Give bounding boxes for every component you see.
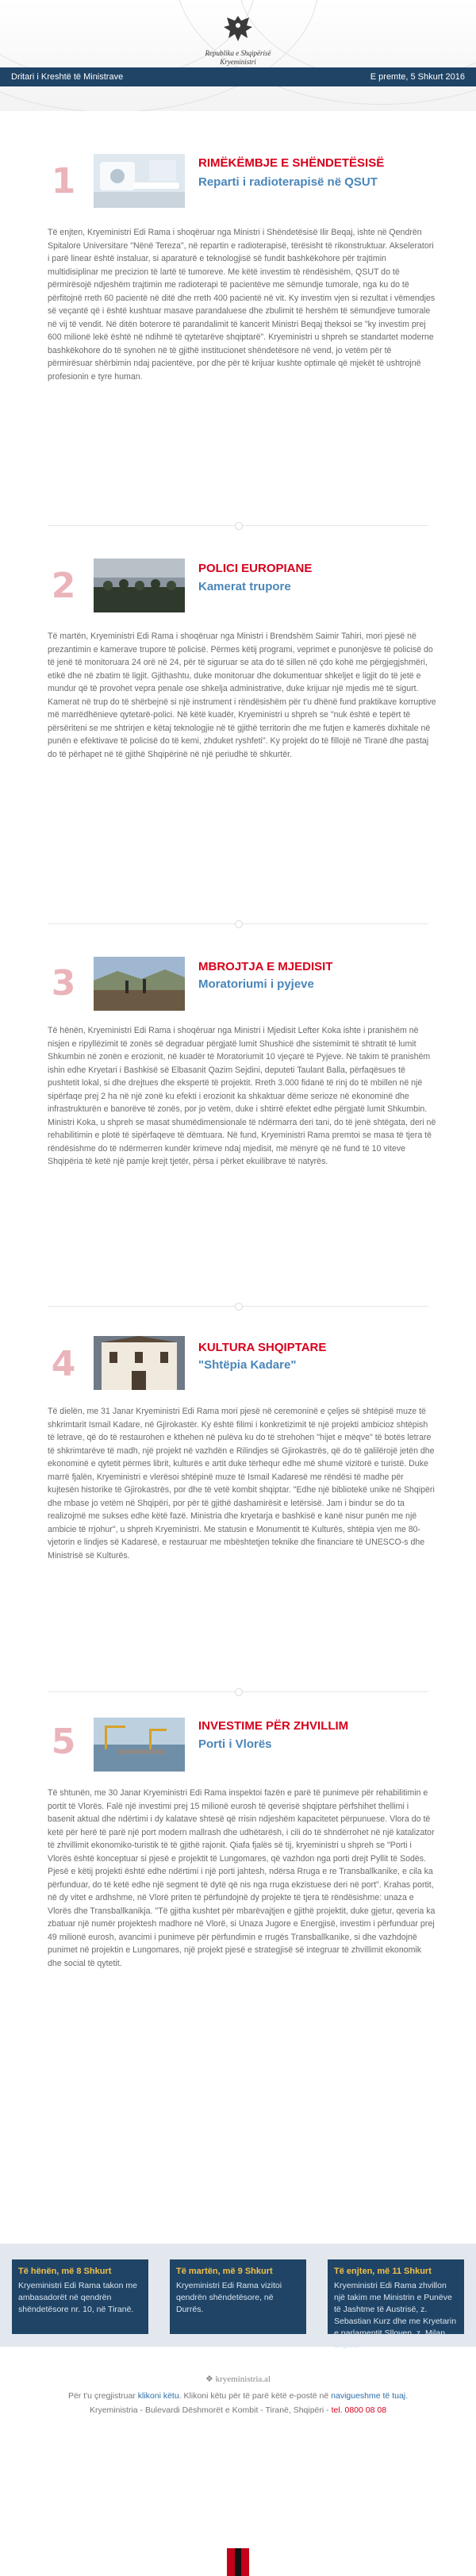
section-number: 5 [51, 1722, 76, 1762]
section-title: INVESTIME PËR ZHVILLIM [198, 1719, 349, 1733]
section-divider [0, 522, 476, 530]
agenda-card [12, 2259, 148, 2334]
view-in-browser-link[interactable]: navigueshme të tuaj [331, 2391, 406, 2401]
section-subtitle: Moratoriumi i pyjeve [198, 977, 314, 991]
section-body: Të martën, Kryeministri Edi Rama i shoqëruar nga Ministri i Brendshëm Saimir Tahiri, mori pjesë në prezantimin e kamerave trupore të policisë. Përmes këtij programi, veprimet e punonjësve të policisë do të jenë të monitoruara 24 orë në 24, për të siguruar se ata do të sillen në çdo kohë me përgjegjshmëri, etikë dhe në zbatim të ligjit. Gjithashtu, duke monitoruar dhe dokumentuar shkeljet e ligjit do të jetë e mundur që të provohet vepra penale ose shkelja administrative, duke krijuar një mjedis më të sigurt. Kamerat në trup do të shërbejnë si një instrument i rëndësishëm për t'u dhënë fund praktikave korruptive më marrëdhënieve qytetarë-polici. Në këtë kuadër, Kryeministri u shpreh se "nuk është e tepërt të përsëriteni se me shtrirjen e këtaj teknologjie në të gjithë territorin dhe me futjen e kamerës dixhitale në punën e efektivave të policisë do të kemi, zhduket ryshfeti". Ky projekt do të fillojë në Tiranë dhe pastaj do të përhapet në të gjithë Shqipërinë në një periudhë të shkurtër. [48, 632, 436, 759]
header-left-text: Dritari i Kreshtë të Ministrave [11, 72, 124, 82]
header-date: E premte, 5 Shkurt 2016 [370, 72, 465, 82]
logo-line-2: Kryeministri [220, 58, 256, 66]
section-number: 2 [51, 566, 76, 606]
section-title: KULTURA SHQIPTARE [198, 1341, 327, 1354]
footer-text: . Klikoni këtu për të parë këtë e-postë në [178, 2391, 332, 2401]
section-body: Të shtunën, me 30 Janar Kryeministri Edi Rama inspektoi fazën e parë të punimeve për rehabilitimin e portit të Vlorës. Falë një investimi prej 15 milionë eurosh të qeverisë shqiptare përfshihet thellimi i basenit aktual dhe ndërtimi i dy kalatave shtesë që rrisin ndjeshëm kapacitetet përpunuese. Vlora do të ketë për herë të parë një port modern mallrash dhe udhëtarësh, i cili do të shndërrohet në një katalizator të zhvillimit ekonomiko-turistik të të gjithë rajonit. Qiafa fjalës së tij, kryeministri u shpreh se "Porti i Vlorës është konceptuar si pjesë e projektit të Lungomares, që vazhdon nga porti drejt Pyllit të Sodës. Pjesë e këtij projekti është edhe ndërtimi i një porti jahtesh, ndërsa Rruga e re Transballkanike, e cila ka përfunduar, do të ketë edhe një segment të dytë që nis nga rruga ekzistuese deri në port". Krahas portit, në dy vitet e ardhshme, në Vlorë priten të përfundojnë dy projekte të tjera të rëndësishme: unaza e Vlorës dhe Transballkanikja. "Të gjitha kushtet për mbarëvajtjen e gjithë projektit, duke gjetur, qeveria ka zbatuar një numër projektesh madhore në Vlorë, si Unaza Jugore e Energjisë, investim i përfunduar prej 49 milionë eurosh, avancimi i punimeve për përfundimin e rrugës Transballkanike, si dhe vazhdojnë punimet në projektin e Lungomares, një projekt pjesë e strategjisë së integruar të zhvillimit ekonomik dhe social të qytetit. [48, 1788, 436, 1968]
footer-address: Kryeministria - Bulevardi Dëshmorët e Kombit - Tiranë, Shqipëri - [89, 2405, 332, 2415]
agenda-card [328, 2259, 464, 2350]
footer-phone-link[interactable]: tel. 0800 08 08 [331, 2405, 387, 2415]
logo-text [0, 49, 476, 67]
section-image-radiotherapy [94, 154, 185, 208]
section-image-police [94, 559, 185, 612]
section-image-forestry [94, 957, 185, 1011]
agenda-text: Kryeministri Edi Rama vizitoi qendrën shëndetësore, në Durrës. [176, 2281, 282, 2314]
section-number: 3 [51, 963, 76, 1004]
section-subtitle: Porti i Vlorës [198, 1737, 272, 1751]
section-number: 1 [51, 161, 76, 202]
section-body: Të dielën, me 31 Janar Kryeministri Edi Rama mori pjesë në ceremoninë e çeljes së shtëpisë muze të shkrimtarit Ismail Kadare, në Gjirokastër. Ky është filimi i konkretizimit të një projekti ambicioz shtëpish të letrave, që do të restaurohen e kthehen në pulëva ku do të strehohen "hijet e mëqve" të botës letrare të shkrimtarëve të madh, një projekt në vazhdën e Rilindjes së Gjirokastrës, që do të galilërojë jetën dhe ekonominë e qytetit përmes librit, kulturës e artit duke tërhequr edhe më shumë vizitorë e turistë. Duke marrë fjalën, Kryeministri e vlerësoi shtëpinë muze të Ismail Kadaresë me rëndësi të madhe për kujtesën historike të Gjirokastrës, por dhe të vetë kombit shqiptar. "Edhe një bibliotekë unike në Shqipëri dhe mbase jo vetëm në Shqipëri, por për të gjithë dashamirësit e letërsisë. Jam i bindur se do ta realizojmë me sukses edhe këtë fazë. Ministria dhe kryetarja e bashkisë e kanë nisur punën me një ambicie të rrjohur", u shpreh Kryeministri. Me statusin e Monumentit të Kulturës, shtëpia vjen me 80-vjetorin e lindjes së Kadaresë, e restauruar me mbështetjen teknike dhe financiare të UNESCO-s dhe Ministrisë së Kulturës. [48, 1407, 435, 1561]
agenda-strip [0, 2244, 476, 2350]
agenda-card [170, 2259, 306, 2334]
section-body: Të enjten, Kryeministri Edi Rama i shoqëruar nga Ministri i Shëndetësisë Ilir Beqaj, ishte në Qendrën Spitalore Universitare "Nënë Tereza", në repartin e radioterapisë, tërësisht të rikonstruktuar. Akseleratori i parë linear është instaluar, si aparaturë e teknologjisë së fundit bashkëkohore për trajtimin multidisiplinar me precizion të lartë të tumoreve. Me këtë investim të rëndësishëm, QSUT do të përmirësojë ndjeshëm trajtimin me radioterapi të pacientëve me sëmundje tumorale, nga ku do të përfitojnë rreth 60 pacientë në ditë dhe rreth 400 pacientë në vit. Ky investim vjen si rezultat i vëmendjes së veçantë që i është kushtuar masave parandaluese dhe zbulimit të hershëm të sëmundjeve tumorale në vij të vendit. Në ditën boterore të parandalimit të kancerit Ministri Beqaj theksoi se "ky investim prej 600 milionë lekë është në ndihmë të qytetarëve shqiptarë". Kryeministri u shpreh se standartet moderne bashkëkohore do të synohen në të gjithë institucionet shëndetësore në vend, jo vetëm për të përmirësuar shërbimin ndaj pacientëve, por dhe për të krijuar kushte optimale që mjekët të ushtrojnë profesionin e tyre human. [48, 228, 436, 382]
section-divider [0, 1688, 476, 1696]
section-subtitle: Reparti i radioterapisë në QSUT [198, 175, 378, 189]
section-title: RIMËKËMBJE E SHËNDETËSISË [198, 156, 385, 170]
section-divider [0, 1303, 476, 1311]
section-number: 4 [51, 1344, 76, 1384]
footer-eagle-icon: ❖ [205, 2374, 213, 2384]
unsubscribe-link[interactable]: klikoni këtu [137, 2391, 179, 2401]
logo-line-1: Republika e Shqipërisë [205, 49, 271, 57]
section-title: MBROJTJA E MJEDISIT [198, 960, 333, 973]
footer-text: Për t'u çregjistruar [67, 2391, 138, 2401]
section-subtitle: "Shtëpia Kadare" [198, 1358, 297, 1372]
header-bar [0, 67, 476, 86]
section-image-kadare-house [94, 1336, 185, 1390]
footer-site: kryeministria.al [215, 2374, 271, 2384]
section-image-vlora-port [94, 1718, 185, 1772]
section-title: POLICI EUROPIANE [198, 562, 313, 575]
section-divider [0, 920, 476, 928]
footer-logo [0, 2374, 476, 2384]
double-eagle-logo-icon [219, 10, 257, 48]
agenda-text: Kryeministri Edi Rama takon me ambasadorët në qendrën shëndetësore nr. 10, në Tiranë. [18, 2281, 137, 2314]
footer-text: . [405, 2391, 409, 2401]
flag-ribbon-icon [222, 2548, 254, 2576]
footer-unsubscribe-line [0, 2391, 476, 2401]
section-body: Të hënën, Kryeministri Edi Rama i shoqëruar nga Ministri i Mjedisit Lefter Koka ishte i pranishëm në nisjen e ripyllëzimit të zonës së degraduar përgjatë lumit Shushicë dhe sistemimit të shtratit të lumit Shkumbin në zonën e erozionit, në kuadër të Moratoriumit 10 vjeçarë të Pyjeve. Në takim të pranishëm ishin edhe Kryetari i Bashkisë së Elbasanit Qazim Sejdini, deputeti Taulant Balla, përfaqësues të pushtetit lokal, si dhe drejtues dhe ekspertë të projektit. Rreth 3.000 fidanë të rinj do të mbillen në një sipërfaqe prej 2 ha në një zonë ku efekti i erozionit ka shkaktuar dëme serioze në ekonominë dhe infrastrukturën e banorëve të zonës, por jo vetëm, duke i shtirrë efektet edhe përgjatë lumit Shkumbin. Ministri Koka, u shpreh se masat shumëdimensionale të ndërmarra deri tani, do të jenë shtëgata, deri në rehabilitimin e plotë të sipërfaqeve të dëmtuara. Në fund, Kryeministri Rama premtoi se masa të tjera të rëndësishme do të ndërmerren kundër krimeve ndaj mjedisit, më mënyrë që në fund të 10 viteve Shqipëria të ketë një pamje krejt tjetër, përsa i përket ekuilibrave të natyrës. [48, 1026, 436, 1166]
agenda-date: Të enjten, më 11 Shkurt [334, 2267, 432, 2276]
section-subtitle: Kamerat trupore [198, 580, 291, 593]
agenda-date: Të martën, më 9 Shkurt [176, 2267, 273, 2276]
footer-address-line [0, 2405, 476, 2415]
agenda-text: Kryeministri Edi Rama zhvillon një takim me Ministrin e Punëve të Jashtme të Austrisë, z. Sebastian Kurz dhe me Kryetarin e parlamentit Slloven, z. Milan Brglez. [334, 2281, 457, 2350]
agenda-date: Të hënën, më 8 Shkurt [18, 2267, 112, 2276]
